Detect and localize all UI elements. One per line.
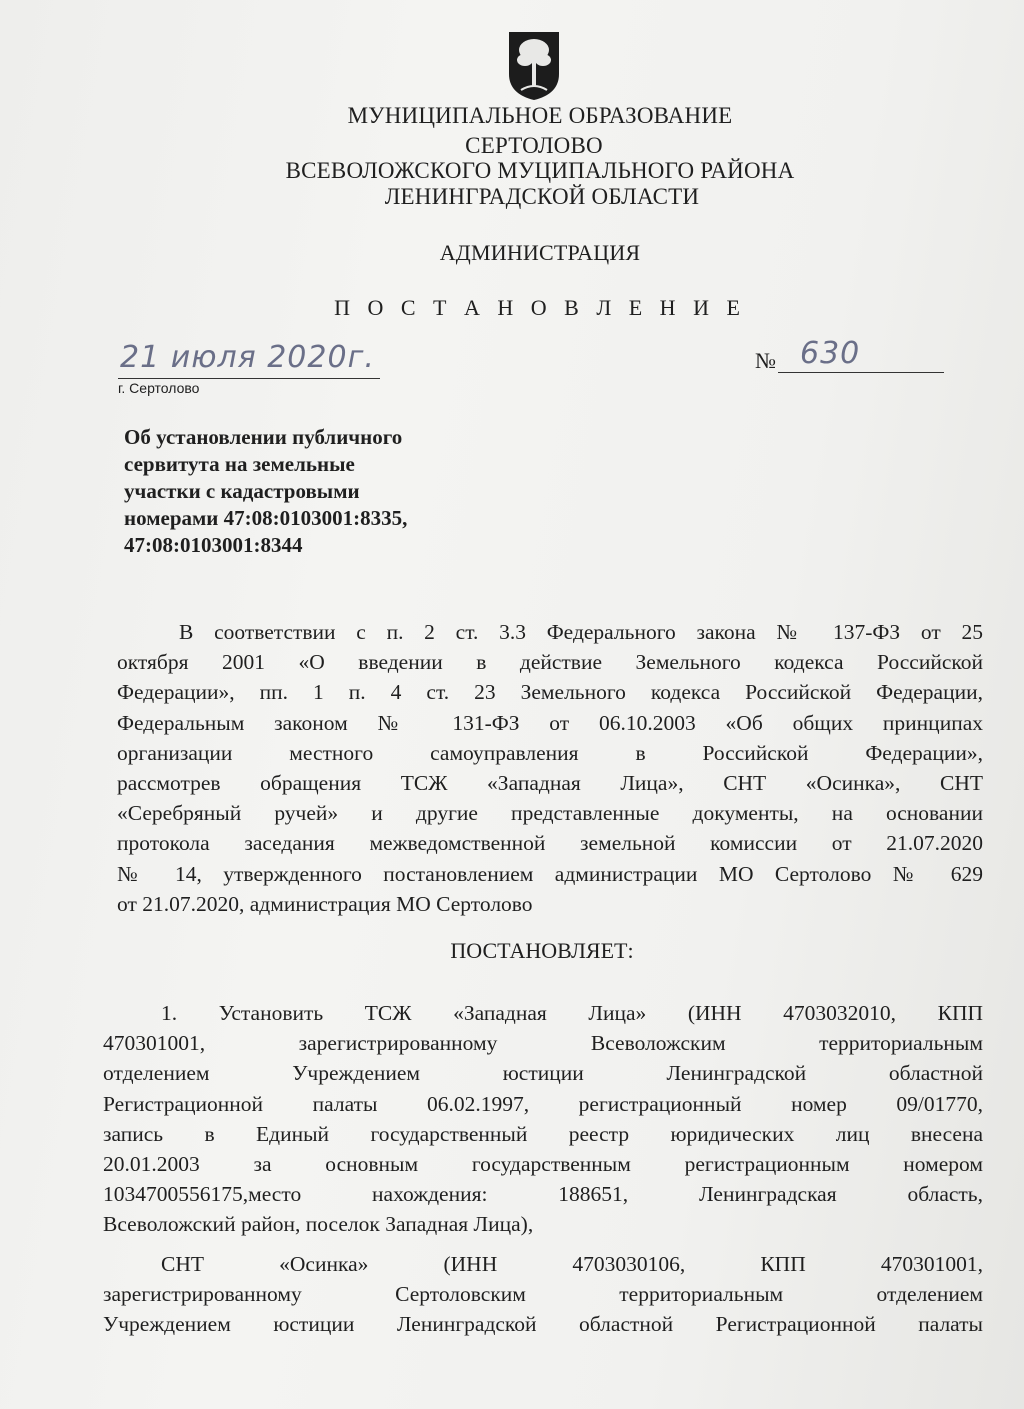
text-line: отделением Учреждением юстиции Ленинградской областной xyxy=(103,1061,983,1086)
text-line: 470301001, зарегистрированному Всеволожским территориальным xyxy=(103,1031,983,1056)
header-line-3: ВСЕВОЛОЖСКОГО МУЦИПАЛЬНОГО РАЙОНА xyxy=(285,158,795,183)
resolves-heading: ПОСТАНОВЛЯЕТ: xyxy=(450,938,634,963)
text-line: рассмотрев обращения ТСЖ «Западная Лица», СНТ «Осинка», СНТ xyxy=(117,771,983,796)
number-underline xyxy=(778,372,944,373)
text-line: 1034700556175,место нахождения: 188651, Ленинградская область, xyxy=(103,1182,983,1207)
subject-line: номерами 47:08:0103001:8335, xyxy=(124,506,408,530)
header-line-1: МУНИЦИПАЛЬНОЕ ОБРАЗОВАНИЕ xyxy=(347,103,733,128)
city-label: г. Сертолово xyxy=(118,380,200,396)
header-line-2: СЕРТОЛОВО xyxy=(465,133,603,158)
clause-1-continuation xyxy=(103,1249,983,1340)
text-line: Федерации», пп. 1 п. 4 ст. 23 Земельного кодекса Российской Федерации, xyxy=(117,680,983,705)
text-line: Всеволожский район, поселок Западная Лица), xyxy=(103,1212,534,1237)
subject-title xyxy=(124,424,544,559)
administration-title: АДМИНИСТРАЦИЯ xyxy=(439,240,641,265)
text-line: от 21.07.2020, администрация МО Сертолово xyxy=(117,891,533,916)
coat-of-arms-icon xyxy=(507,30,561,102)
handwritten-date: 21 июля 2020г. xyxy=(120,340,375,375)
text-line: СНТ «Осинка» (ИНН 4703030106, КПП 470301001, xyxy=(161,1252,983,1276)
text-line: зарегистрированному Сертоловским территориальным отделением xyxy=(103,1282,983,1307)
text-line: Федеральным законом № 131-ФЗ от 06.10.2003 «Об общих принципах xyxy=(117,710,983,735)
date-underline xyxy=(118,378,380,379)
text-line: протокола заседания межведомственной земельной комиссии от 21.07.2020 xyxy=(117,831,983,856)
text-line: Учреждением юстиции Ленинградской областной Регистрационной палаты xyxy=(103,1312,983,1337)
text-line: № 14, утвержденного постановлением администрации МО Сертолово № 629 xyxy=(117,861,983,886)
text-line: запись в Единый государственный реестр юридических лиц внесена xyxy=(103,1121,983,1146)
subject-line: 47:08:0103001:8344 xyxy=(124,533,303,557)
text-line: Регистрационной палаты 06.02.1997, регистрационный номер 09/01770, xyxy=(103,1091,983,1116)
subject-line: сервитута на земельные xyxy=(124,452,355,476)
header-line-4: ЛЕНИНГРАДСКОЙ ОБЛАСТИ xyxy=(384,184,700,209)
preamble-paragraph xyxy=(117,617,983,919)
number-label: № xyxy=(755,348,776,373)
text-line: октября 2001 «О введении в действие Земельного кодекса Российской xyxy=(117,650,983,675)
text-line: «Серебряный ручей» и другие представленные документы, на основании xyxy=(117,801,983,826)
text-line: 20.01.2003 за основным государственным регистрационным номером xyxy=(103,1152,983,1177)
text-line: В соответствии с п. 2 ст. 3.3 Федерального закона № 137-ФЗ от 25 xyxy=(179,620,983,644)
handwritten-number: 630 xyxy=(800,336,861,371)
clause-1-paragraph xyxy=(103,998,983,1240)
text-line: 1. Установить ТСЖ «Западная Лица» (ИНН 4703032010, КПП xyxy=(161,1001,983,1025)
text-line: организации местного самоуправления в Российской Федерации», xyxy=(117,740,983,765)
subject-line: Об установлении публичного xyxy=(124,425,403,449)
subject-line: участки с кадастровыми xyxy=(124,479,360,503)
document-type-title: П О С Т А Н О В Л Е Н И Е xyxy=(334,295,746,320)
